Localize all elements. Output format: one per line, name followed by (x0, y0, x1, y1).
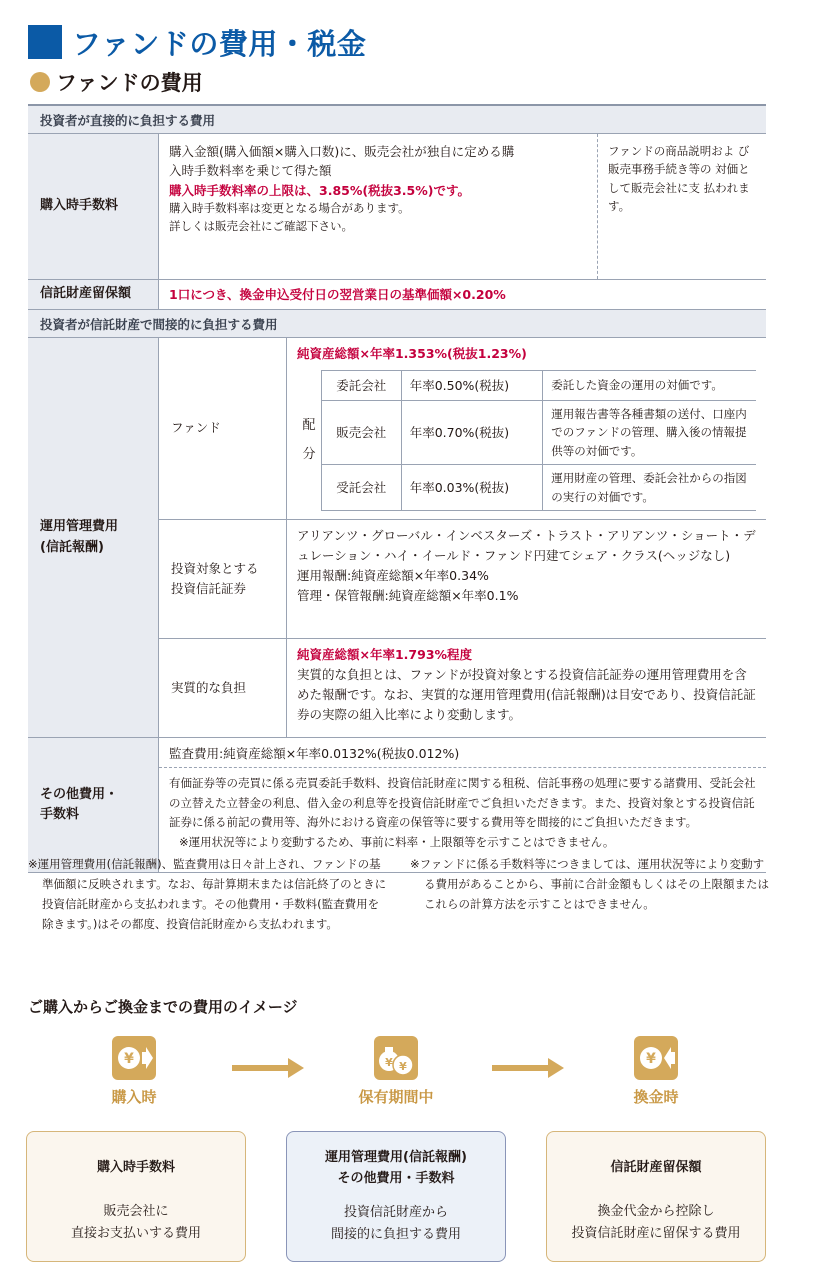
indirect-cost-heading: 投資者が信託財産で間接的に負担する費用 (28, 310, 766, 338)
stage-label: 保有期間中 (358, 1088, 434, 1106)
allocation-rate: 年率0.70%(税抜) (401, 401, 543, 465)
investee-fee-management: 運用報酬:純資産総額×年率0.34% (297, 567, 489, 583)
investee-fee-subrow (159, 520, 766, 640)
allocation-party: 委託会社 (321, 371, 401, 401)
purchase-fee-line1: 購入金額(購入価額×購入口数)に、販売会社が独自に定める購 (169, 144, 515, 159)
allocation-party: 販売会社 (321, 401, 401, 465)
allocation-desc: 運用報告書等各種書類の送付、口座内でのファンドの管理、購入後の情報提供等の対価です。 (543, 401, 756, 465)
flow-arrow-1 (232, 1058, 304, 1082)
stage-holding (336, 1036, 456, 1107)
purchase-fee-purpose: ファンドの商品説明およ び販売事務手続き等の 対価として販売会社に支 払われます。 (608, 144, 750, 214)
audit-fee: 監査費用:純資産総額×年率0.0132%(税抜0.012%) (159, 738, 766, 768)
note-right (410, 854, 770, 914)
investee-fee-body (287, 520, 766, 639)
yen-out-icon (634, 1036, 678, 1080)
purchase-fee-row (28, 134, 766, 280)
cost-box-desc (27, 1201, 245, 1245)
title-square-icon (28, 25, 62, 59)
other-fee-label-line1: その他費用・ (40, 786, 119, 802)
cost-box-holding (286, 1131, 506, 1262)
cost-box-title-line1: 運用管理費用(信託報酬) (325, 1150, 467, 1165)
cost-box-purchase (26, 1131, 246, 1262)
other-fee-note: ※運用状況等により変動するため、事前に料率・上限額等を示すことはできません。 (179, 834, 615, 849)
flow-title: ご購入からご換金までの費用のイメージ (28, 998, 298, 1016)
allocation-rate: 年率0.03%(税抜) (401, 465, 543, 511)
purchase-fee-limit: 購入時手数料率の上限は、3.85%(税抜3.5%)です。 (169, 182, 470, 198)
fee-allocation (297, 370, 756, 511)
other-fee-desc-text: 有価証券等の売買に係る売買委託手数料、投資信託財産に関する租税、信託事務の処理に要する諸費用、受託会社の立替えた立替金の利息、借入金の利息等を投資信託財産でご負担いただきます。また、投資対象とする投資信託証券に係る前記の費用等、海外における資産の保管等に要する費用等を間接的にご負担いただきます。 (169, 776, 756, 830)
stage-label: 購入時 (111, 1088, 157, 1106)
direct-cost-heading: 投資者が直接的に負担する費用 (28, 106, 766, 134)
cost-box-desc (287, 1202, 505, 1246)
cost-box-desc-line1: 換金代金から控除し (597, 1203, 715, 1219)
trust-reserve-row (28, 280, 766, 310)
allocation-row (321, 401, 756, 465)
stage-redemption (596, 1036, 716, 1107)
yen-in-icon (112, 1036, 156, 1080)
management-fee-label (28, 338, 159, 737)
flow-arrow-2 (492, 1058, 564, 1082)
section-title (30, 66, 203, 98)
cost-box-desc (547, 1201, 765, 1245)
purchase-fee-note2: 詳しくは販売会社にご確認下さい。 (169, 218, 353, 233)
purchase-fee-note1: 購入時手数料率は変更となる場合があります。 (169, 201, 410, 216)
section-title-text: ファンドの費用 (56, 71, 203, 95)
svg-text:¥: ¥ (399, 1060, 407, 1073)
fund-fee-body (287, 338, 766, 519)
trust-reserve-value: 1口につき、換金申込受付日の翌営業日の基準価額×0.20% (169, 286, 506, 302)
cost-box-title: 信託財産留保額 (610, 1160, 702, 1175)
investee-fee-custody: 管理・保管報酬:純資産総額×年率0.1% (297, 587, 519, 603)
management-fee-row (28, 338, 766, 738)
bullet-dot-icon (30, 72, 50, 92)
management-fee-label-line1: 運用管理費用 (40, 519, 119, 535)
allocation-rate: 年率0.50%(税抜) (401, 371, 543, 401)
svg-text:¥: ¥ (124, 1051, 134, 1067)
allocation-table (321, 370, 756, 511)
allocation-label (297, 370, 321, 511)
real-burden-desc: 実質的な負担とは、ファンドが投資対象とする投資信託証券の運用管理費用を含めた報酬です。なお、実質的な運用管理費用(信託報酬)は目安であり、投資信託証券の実際の組入比率により変動します。 (297, 667, 756, 723)
note-right-text: ※ファンドに係る手数料等につきましては、運用状況等により変動する費用があることから、事前に合計金額もしくはその上限額またはこれらの計算方法を示すことはできません。 (410, 857, 769, 912)
page-title-text: ファンドの費用・税金 (72, 26, 367, 61)
stage-purchase (74, 1036, 194, 1107)
note-left (28, 854, 390, 935)
investee-fund-name: アリアンツ・グローバル・インベスターズ・トラスト・アリアンツ・ショート・デュレーション・ハイ・イールド・ファンド円建てシェア・クラス(ヘッジなし) (297, 527, 756, 563)
cost-box-desc-line2: 間接的に負担する費用 (330, 1226, 461, 1242)
cost-box-desc-line1: 販売会社に (103, 1203, 169, 1219)
cost-box-title: 購入時手数料 (96, 1160, 175, 1175)
allocation-row (321, 371, 756, 401)
money-bags-icon (374, 1036, 418, 1080)
investee-fee-label (159, 520, 287, 639)
other-fee-detail (159, 738, 766, 872)
cost-box-desc-line1: 投資信託財産から (343, 1204, 448, 1220)
allocation-desc: 運用財産の管理、委託会社からの指図の実行の対価です。 (543, 465, 756, 511)
fund-fee-subrow (159, 338, 766, 520)
fund-fee-rate: 純資産総額×年率1.353%(税抜1.23%) (297, 346, 527, 361)
management-fee-label-line2: (信託報酬) (40, 539, 104, 555)
allocation-party: 受託会社 (321, 465, 401, 511)
fee-table (28, 104, 766, 873)
cost-box-desc-line2: 投資信託財産に留保する費用 (571, 1225, 741, 1241)
fund-fee-label: ファンド (159, 338, 287, 519)
investee-fee-label-line2: 投資信託証券 (171, 580, 247, 596)
cost-box-redemption (546, 1131, 766, 1262)
allocation-desc: 委託した資金の運用の対価です。 (543, 371, 756, 401)
svg-text:¥: ¥ (646, 1051, 656, 1067)
allocation-row (321, 465, 756, 511)
cost-box-desc-line2: 直接お支払いする費用 (70, 1225, 201, 1241)
svg-text:¥: ¥ (385, 1056, 393, 1069)
allocation-label-char1: 配 (302, 417, 316, 433)
allocation-label-char2: 分 (302, 446, 316, 462)
stage-label: 換金時 (633, 1088, 679, 1106)
note-left-text: ※運用管理費用(信託報酬)、監査費用は日々計上され、ファンドの基準価額に反映されます。なお、毎計算期末または信託終了のときに投資信託財産から支払われます。その他費用・手数料(監査費用を除きます。)はその都度、投資信託財産から支払われます。 (28, 857, 387, 932)
purchase-fee-label: 購入時手数料 (28, 134, 159, 279)
real-burden-body (287, 639, 766, 737)
other-fee-row (28, 738, 766, 873)
real-burden-rate: 純資産総額×年率1.793%程度 (297, 647, 473, 663)
investee-fee-label-line1: 投資対象とする (171, 560, 259, 576)
cost-box-title (287, 1148, 505, 1190)
management-fee-detail (159, 338, 766, 737)
other-fee-label-line2: 手数料 (40, 807, 80, 822)
purchase-fee-line2: 入時手数料率を乗じて得た額 (169, 163, 332, 179)
trust-reserve-label: 信託財産留保額 (28, 280, 159, 309)
page-title (28, 22, 366, 62)
purchase-fee-detail (159, 134, 598, 279)
cost-box-title-line2: その他費用・手数料 (337, 1170, 455, 1186)
real-burden-subrow (159, 639, 766, 737)
real-burden-label: 実質的な負担 (159, 639, 287, 737)
other-fee-label (28, 738, 159, 872)
